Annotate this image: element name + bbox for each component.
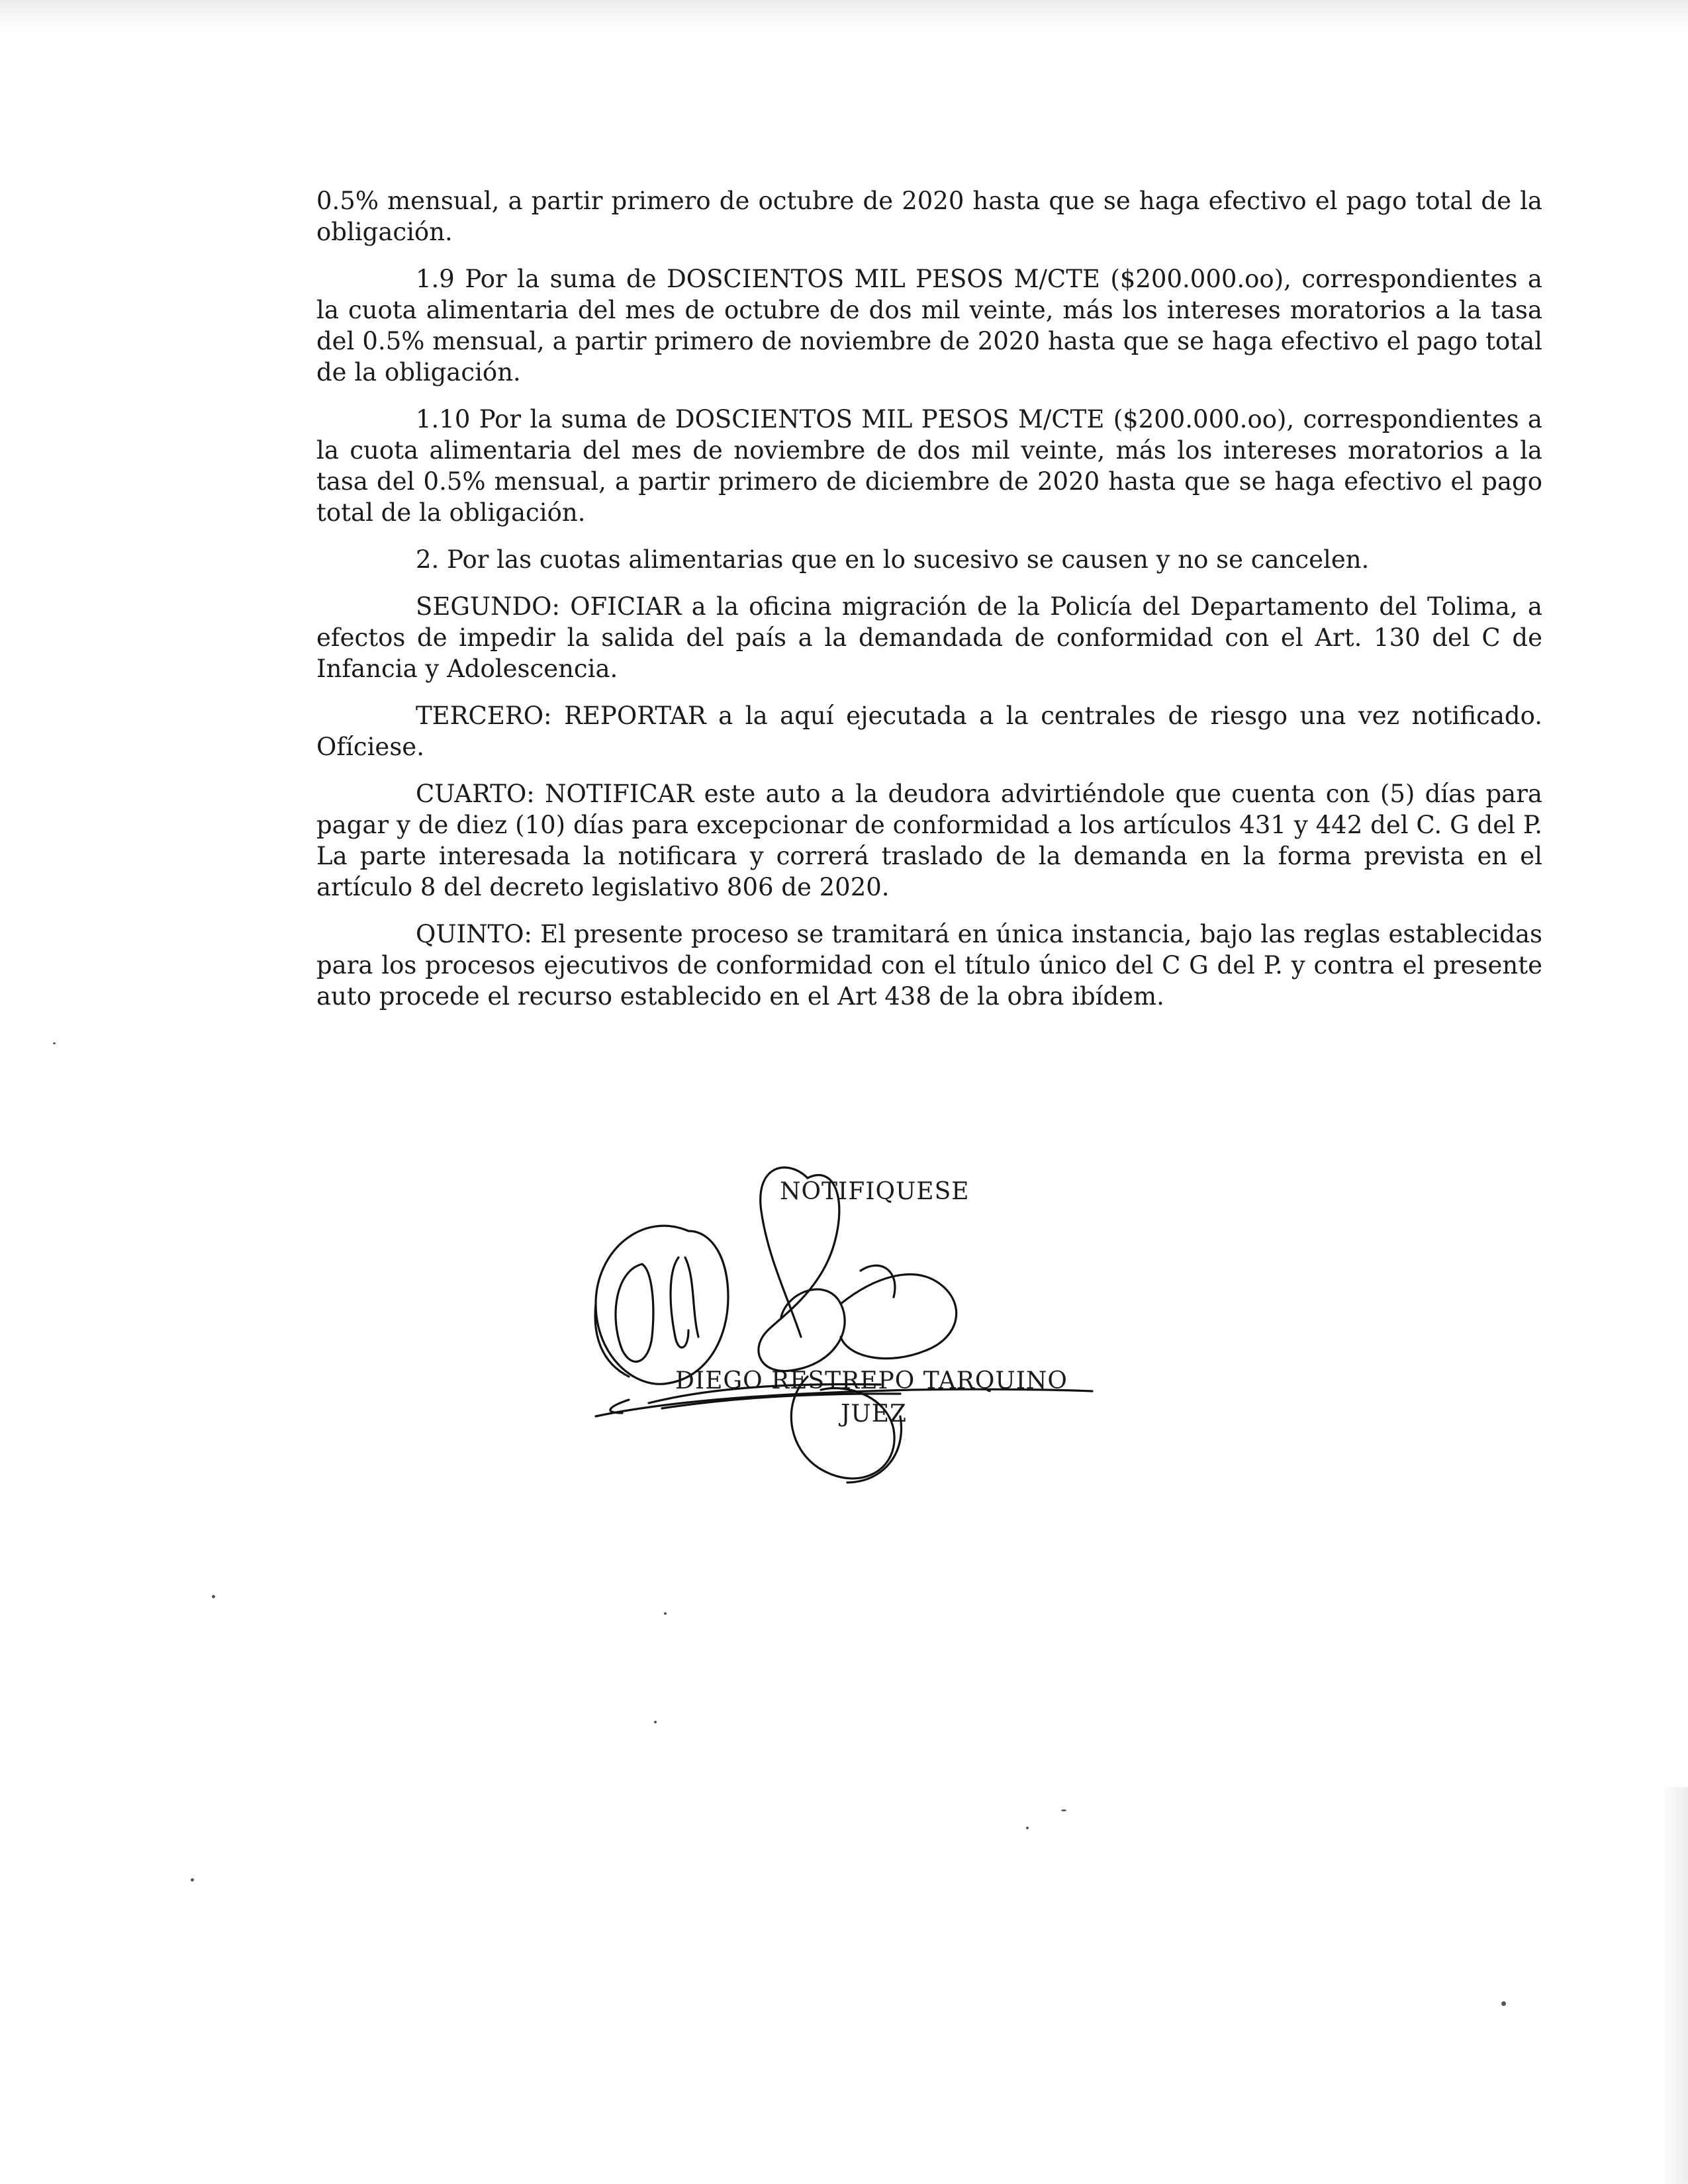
paragraph-cuarto: CUARTO: NOTIFICAR este auto a la deudora advirtiéndole que cuenta con (5) días para pagar y de diez (10) días para excepcionar de conformidad a los artículos 431 y 442 del C. G del P. La parte interesada la notificara y correrá traslado de la demanda en la forma prevista en el artículo 8 del decreto legislativo 806 de 2020.: [316, 780, 1542, 901]
paragraph-segundo: SEGUNDO: OFICIAR a la oficina migración de la Policía del Departamento del Tolima, a efectos de impedir la salida del país a la demandada de conformidad con el Art. 130 del C de Infancia y Adolescencia.: [316, 592, 1542, 683]
scan-speck: [1061, 1809, 1066, 1811]
paragraph-continuation: 0.5% mensual, a partir primero de octubre de 2020 hasta que se haga efectivo el pago total de la obligación.: [316, 187, 1542, 246]
paragraph-tercero: TERCERO: REPORTAR a la aquí ejecutada a la centrales de riesgo una vez notificado. Ofíciese.: [316, 702, 1542, 761]
closing-notifiquese: NOTIFIQUESE: [780, 1178, 970, 1205]
scan-shadow-top: [0, 0, 1688, 32]
judge-title: JUEZ: [841, 1400, 908, 1428]
signature-block: [569, 1138, 1165, 1562]
handwritten-signature: [569, 1138, 1165, 1562]
scan-speck: [191, 1878, 194, 1882]
scan-speck: [1026, 1827, 1029, 1829]
paragraph-item-2: 2. Por las cuotas alimentarias que en lo sucesivo se causen y no se cancelen.: [416, 545, 1370, 574]
scan-shadow-right: [1662, 1787, 1688, 2184]
scan-speck: [53, 1042, 56, 1044]
scan-speck: [1501, 2001, 1506, 2006]
paragraph-item-1-10: 1.10 Por la suma de DOSCIENTOS MIL PESOS M/CTE ($200.000.oo), correspondientes a la cuota alimentaria del mes de noviembre de dos mil veinte, más los intereses moratorios a la tasa del 0.5% mensual, a partir primero de diciembre de 2020 hasta que se haga efectivo el pago total de la obligación.: [316, 405, 1542, 527]
scan-speck: [664, 1612, 667, 1615]
paragraph-item-1-9: 1.9 Por la suma de DOSCIENTOS MIL PESOS M/CTE ($200.000.oo), correspondientes a la cuota alimentaria del mes de octubre de dos mil veinte, más los intereses moratorios a la tasa del 0.5% mensual, a partir primero de noviembre de 2020 hasta que se haga efectivo el pago total de la obligación.: [316, 265, 1542, 387]
document-body: [316, 185, 1542, 1012]
scan-speck: [212, 1595, 215, 1598]
scan-speck: [654, 1721, 657, 1723]
paragraph-quinto: QUINTO: El presente proceso se tramitará en única instancia, bajo las reglas establecidas para los procesos ejecutivos de conformidad con el título único del C G del P. y contra el presente auto procede el recurso establecido en el Art 438 de la obra ibídem.: [316, 920, 1542, 1011]
judge-name: DIEGO RESTREPO TARQUINO: [675, 1367, 1068, 1394]
